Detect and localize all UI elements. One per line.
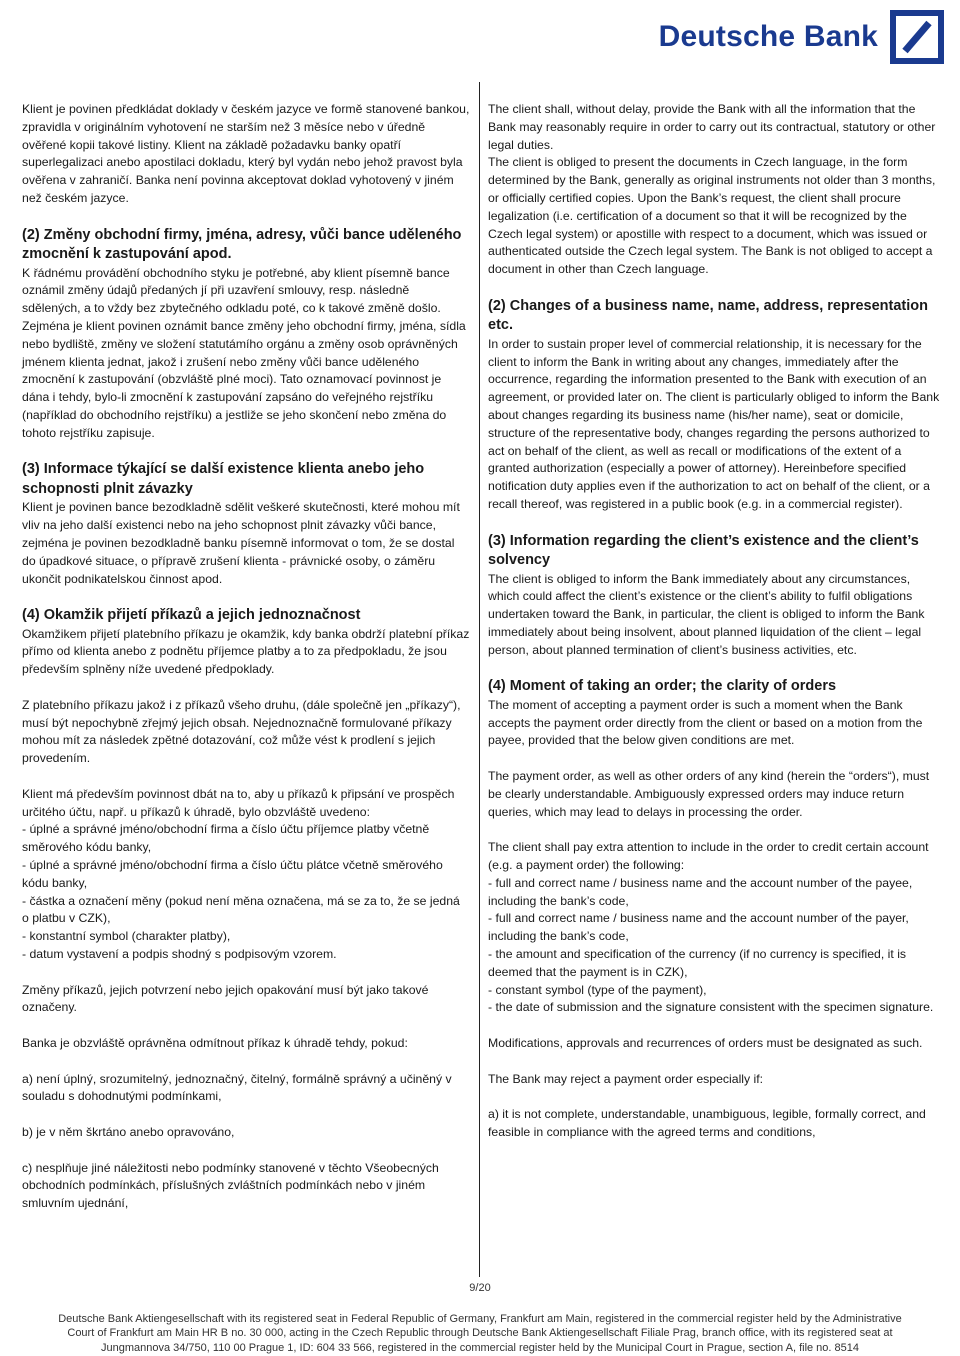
list-item: - full and correct name / business name and the account number of the payee, including the bank’s code, [488,875,913,908]
section-4-paragraph-2: The payment order, as well as other orders of any kind (herein the “orders“), must be clearly understandable. Ambiguously expressed orders may induce return queries, which may lead to delays in processing the order. [488,769,930,819]
list-item: - the date of submission and the signature consistent with the specimen signature. [488,1000,934,1015]
footer-line: Jungmannova 34/750, 110 00 Prague 1, ID: 604 33 566, registered in the commercial register held by the Municipal Court in Prague, section A, file no. 8514 [100,1341,860,1354]
footer-line: Court of Frankfurt am Main HR B no. 30 000, acting in the Czech Republic through Deutsche Bank Aktiengesellschaft Filiale Prag, branch office, with its registered seat at [67,1327,893,1340]
section-4-paragraph-1: Okamžikem přijetí platebního příkazu je okamžik, kdy banka obdrží platební příkaz přímo od klienta anebo z podnětu příjemce platby a to za předpokladu, že jsou především splněny níže uvedené předpoklady. [22,626,470,677]
column-divider [479,82,480,1277]
brand-name: Deutsche Bank [658,20,878,53]
page-footer [0,1312,960,1355]
condition-b: b) je v něm škrtáno anebo opravováno, [22,1124,235,1139]
deutsche-bank-logo-icon [890,10,944,64]
condition-a: a) není úplný, srozumitelný, jednoznačný, čitelný, formálně správný a učiněný v souladu s dohodnutými podmínkami, [22,1071,452,1104]
section-4-paragraph-4: Modifications, approvals and recurrences of orders must be designated as such. [488,1035,923,1050]
list-item: - the amount and specification of the currency (if no currency is specified, it is deemed that the payment is in CZK), [488,946,907,979]
section-3-title: (3) Information regarding the client’s existence and the client’s solvency [488,532,919,569]
section-4-paragraph-3: Klient má především povinnost dbát na to, aby u příkazů k připsání ve prospěch určitého účtu, např. u příkazů k úhradě, bylo obzvláště uvedeno: [22,786,455,819]
section-4-title: (4) Okamžik přijetí příkazů a jejich jednoznačnost [22,607,361,624]
english-column [488,101,940,1142]
section-4-title: (4) Moment of taking an order; the clarity of orders [488,678,837,695]
section-2-title: (2) Changes of a business name, name, address, representation etc. [488,297,928,334]
list-item: - úplné a správné jméno/obchodní firma a číslo účtu plátce včetně směrového kódu banky, [22,857,443,890]
section-3-text: Klient je povinen bance bezodkladně sdělit veškeré skutečnosti, které mohou mít vliv na jeho další existenci nebo na jeho schopnost plnit závazky vůči bance, zejména je povinen bezodkladně banku písemně informovat o tom, že se dostal do úpadkové situace, o přípravě zrušení klienta - právnické osoby, o záměru ukončit podnikatelskou činnost apod. [22,500,460,586]
section-4-paragraph-2: Z platebního příkazu jakož i z příkazů všeho druhu, (dále společně jen „příkazy“), musí být nepochybně zřejmý jejich obsah. Nejednoznačně formulované příkazy mohou mít za následek zpětné dotazování, což může vést k prodlení s jejich provedením. [22,697,461,766]
section-4-paragraph-4: Změny příkazů, jejich potvrzení nebo jejich opakování musí být jako takové označeny. [22,982,429,1015]
list-item: - částka a označení měny (pokud není měna označena, má se za to, že se jedná o platbu v CZK), [22,893,460,926]
section-4-paragraph-3: The client shall pay extra attention to include in the order to credit certain account (e.g. a payment order) the following: [488,840,929,872]
section-3-text: The client is obliged to inform the Bank immediately about any circumstances, which could affect the client’s existence or the client’s ability to fulfil obligations undertaken toward the Bank, in particular, the client is obliged to inform the Bank immediately about being insolvent, about planned liquidation of the client – legal person, about planned termination of client’s business activities, etc. [488,571,925,657]
list-item: - konstantní symbol (charakter platby), [22,929,231,944]
section-2-title: (2) Změny obchodní firmy, jména, adresy, vůči bance uděleného zmocnění k zastupování apod. [22,226,462,263]
section-3-title: (3) Informace týkající se další existence klienta anebo jeho schopnosti plnit závazky [22,461,425,497]
brand-logo [659,7,944,67]
list-item: - úplné a správné jméno/obchodní firma a číslo účtu příjemce platby včetně směrového kódu banky, [22,822,430,855]
condition-a: a) it is not complete, understandable, unambiguous, legible, formally correct, and feasible in compliance with the agreed terms and conditions, [488,1107,926,1139]
list-item: - constant symbol (type of the payment), [488,982,707,997]
section-4-paragraph-1: The moment of accepting a payment order is such a moment when the Bank accepts the payment order directly from the client or based on a motion from the payee, provided that the below given conditions are met. [488,697,923,748]
footer-line: Deutsche Bank Aktiengesellschaft with its registered seat in Federal Republic of Germany, Frankfurt am Main, registered in the commercial register held by the Administrative [58,1313,902,1325]
intro-paragraph: Klient je povinen předkládat doklady v českém jazyce ve formě stanovené bankou, zpravidla v originálním vyhotovení ne starším než 3 měsíce nebo v úředně ověřené kopii takové listiny. Klient na základě požadavku banky opatří superlegalizaci anebo apostilaci dokladu, který byl vydán nebo jehož pravost byla ověřena v zahraničí. Banka není povinna akceptovat doklad vyhotovený v jiném než českém jazyce. [22,102,470,205]
intro-paragraph: The client shall, without delay, provide the Bank with all the information that the Bank may reasonably require in order to carry out its contractual, statutory or other legal duties. [488,102,936,152]
list-item: - full and correct name / business name and the account number of the payer, including the bank’s code, [488,911,909,944]
section-4-paragraph-5: Banka je obzvláště oprávněna odmítnout příkaz k úhradě tehdy, pokud: [22,1035,408,1050]
condition-c: c) nesplňuje jiné náležitosti nebo podmínky stanovené v těchto Všeobecných obchodních podmínkách, příslušných zvláštních podmínkách nebo v jiném smluvním ujednání, [22,1160,439,1211]
section-4-paragraph-5: The Bank may reject a payment order especially if: [488,1071,764,1086]
czech-column [22,101,470,1213]
list-item: - datum vystavení a podpis shodný s podpisovým vzorem. [22,946,337,961]
intro-paragraph-2: The client is obliged to present the documents in Czech language, in the form determined by the Bank, generally as original instruments not older than 3 months, or officially certified copies. Upon the Bank’s request, the client shall procure legalization (i.e. certification of a document so that it will be recognized by the Czech legal system) or apostille with respect to a document, which was issued or authenticated outside the Czech legal system. The Bank is not obliged to accept a document in other than Czech language. [488,155,936,277]
page-number: 9/20 [469,1282,491,1294]
section-2-text: In order to sustain proper level of commercial relationship, it is necessary for the client to inform the Bank in writing about any changes, immediately after the occurrence, regarding the information presented to the Bank with execution of an agreement, or provided later on. The client is particularly obliged to inform the Bank about changes regarding its business name (his/her name), seat or domicile, structure of the representative body, changes regarding the persons authorized to act on behalf of the client, as well as recall or modifications of the extent of a granted authorization (especially a power of attorney). Hereinbefore specified notification duty applies even if the authorization to act on behalf of the client, or a recall thereof, was registered in a public book (e.g. in a commercial register). [488,336,940,511]
section-2-text: K řádnému provádění obchodního styku je potřebné, aby klient písemně bance oznámil změny údajů předaných jí při uzavření smlouvy, resp. následně sdělených, a to vždy bez zbytečného odkladu poté, co k takové změně došlo. Zejména je klient povinen oznámit bance změny jeho obchodní firmy, jména, sídla nebo bydliště, změny ve složení statutámího orgánu a změny osob oprávněných jménem klienta jednat, jakož i zrušení nebo změny vůči bance uděleného zmocnění k zastupování (obzvláště plné moci). Tato oznamovací povinnost je dána i tehdy, bylo-li zmocnění k zastupování zapsáno do veřejného rejstříku (například do obchodního rejstříku) a jestliže se jeho skončení nebo změna do tohoto rejstříku zapisuje. [22,265,466,440]
